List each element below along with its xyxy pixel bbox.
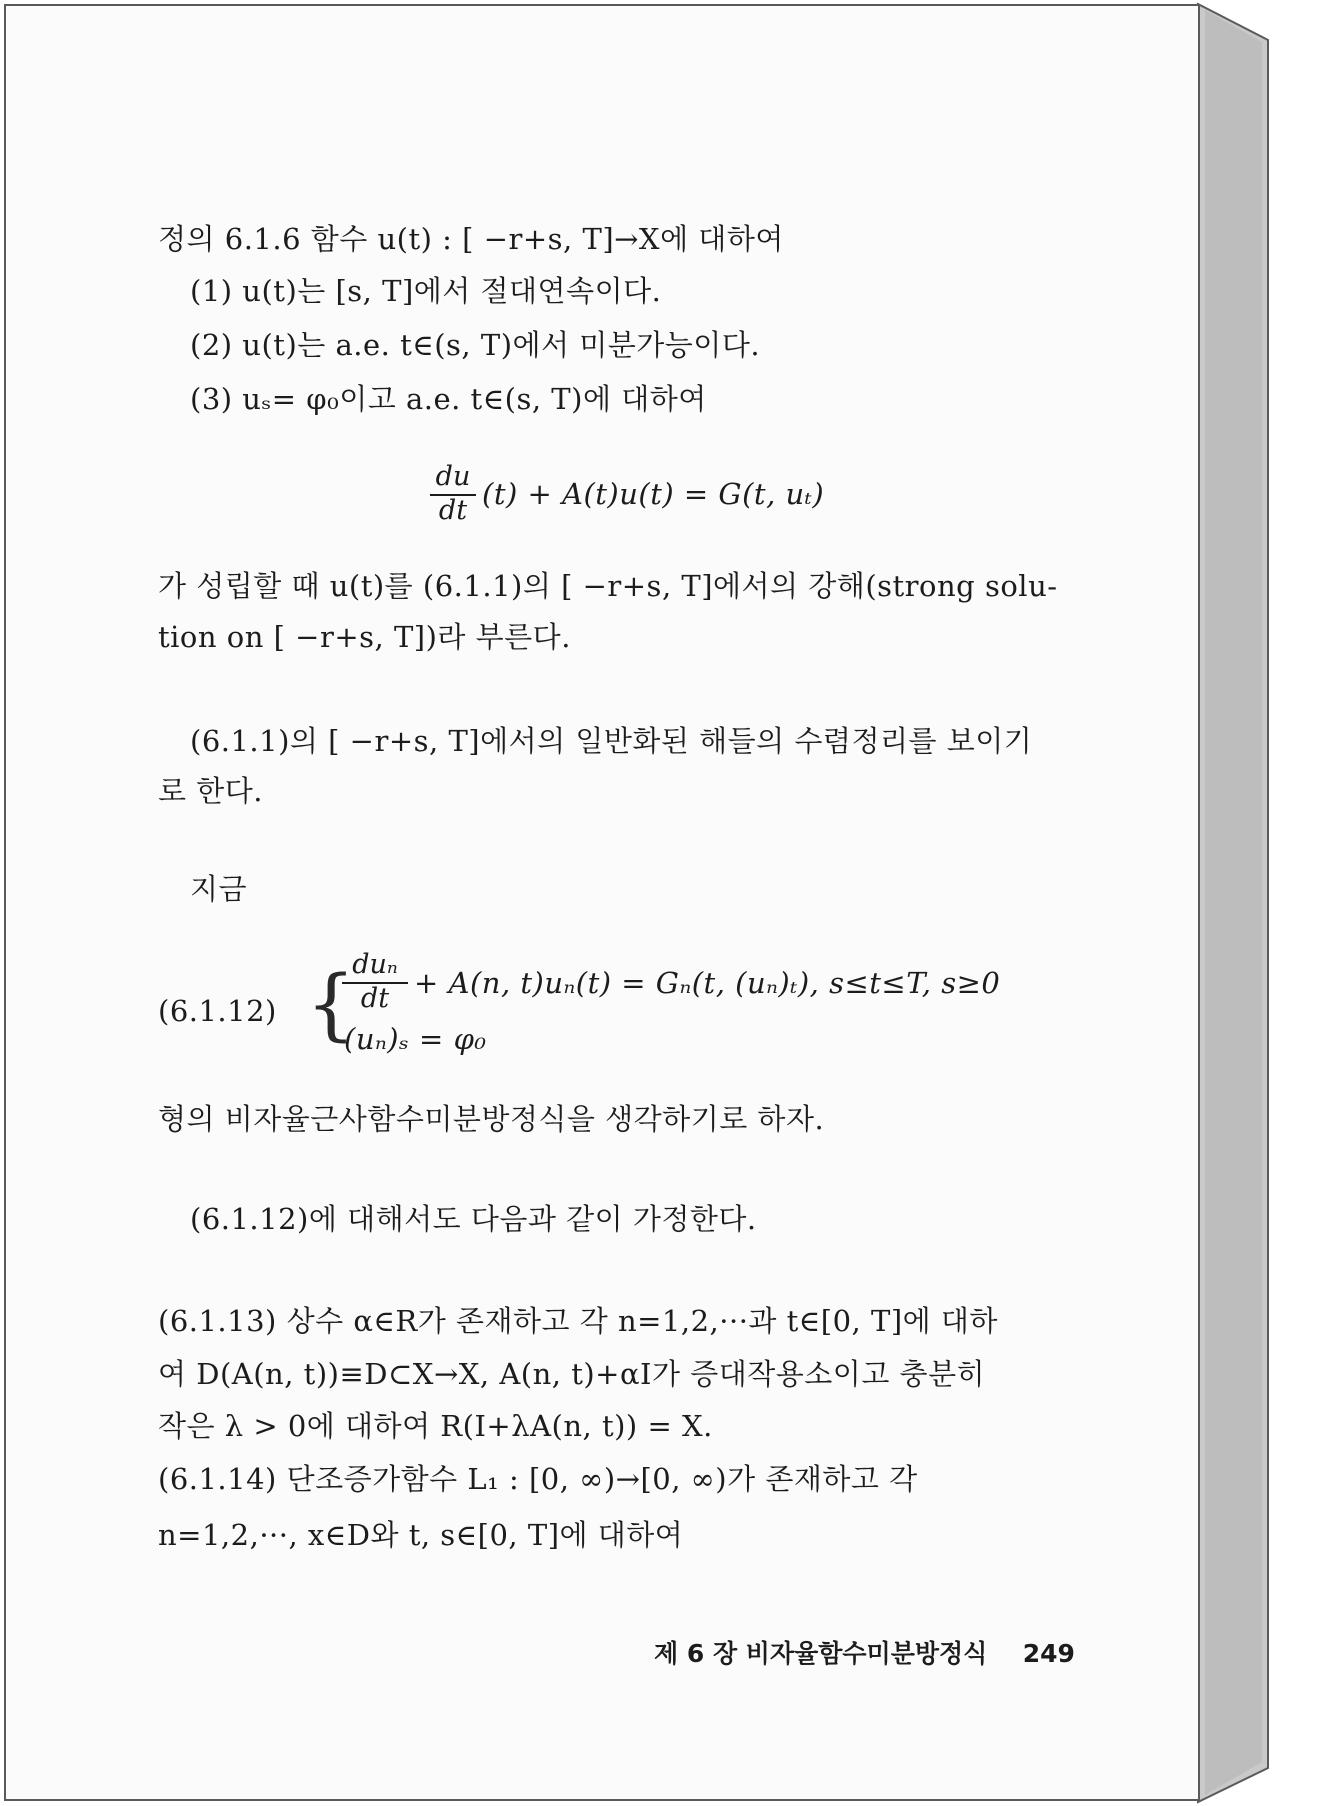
running-footer	[654, 1634, 1075, 1670]
definition-item-2: (2) u(t)는 a.e. t∈(s, T)에서 미분가능이다.	[190, 328, 761, 362]
equation-denominator: dt	[360, 983, 390, 1014]
assumption-6-1-13-line3: 작은 λ > 0에 대하여 R(I+λA(n, t)) = X.	[158, 1409, 713, 1443]
paragraph-1-line1: (6.1.1)의 [ −r+s, T]에서의 일반화된 해들의 수렴정리를 보이기	[190, 724, 1033, 758]
assumption-6-1-14-line2: n=1,2,···, x∈D와 t, s∈[0, T]에 대하여	[158, 1518, 684, 1552]
equation-numerator: duₙ	[352, 949, 398, 980]
paragraph-4: (6.1.12)에 대해서도 다음과 같이 가정한다.	[190, 1202, 757, 1236]
definition-item-1: (1) u(t)는 [s, T]에서 절대연속이다.	[190, 274, 662, 308]
left-brace: {	[306, 960, 356, 1050]
paragraph-2: 지금	[190, 872, 248, 906]
definition-conclusion-line1: 가 성립할 때 u(t)를 (6.1.1)의 [ −r+s, T]에서의 강해(strong solu-	[158, 569, 1058, 603]
paragraph-1-line2: 로 한다.	[158, 774, 263, 808]
definition-item-3: (3) uₛ= φ₀이고 a.e. t∈(s, T)에 대하여	[190, 382, 707, 416]
assumption-6-1-13-line2: 여 D(A(n, t))≡D⊂X→X, A(n, t)+αI가 증대작용소이고 충분히	[158, 1357, 986, 1391]
equation-numerator: du	[435, 461, 471, 492]
chapter-title: 제 6 장 비자율함수미분방정식	[654, 1639, 988, 1668]
definition-header: 정의 6.1.6 함수 u(t) : [ −r+s, T]→X에 대하여	[158, 222, 784, 256]
assumption-6-1-13-line1: (6.1.13) 상수 α∈R가 존재하고 각 n=1,2,···과 t∈[0, T]에 대하	[158, 1304, 998, 1338]
assumption-6-1-14-line1: (6.1.14) 단조증가함수 L₁ : [0, ∞)→[0, ∞)가 존재하고 각	[158, 1462, 918, 1496]
page-number: 249	[1022, 1639, 1075, 1668]
equation-rest: (t) + A(t)u(t) = G(t, uₜ)	[482, 477, 825, 511]
equation-denominator: dt	[438, 495, 468, 526]
definition-conclusion-line2: tion on [ −r+s, T])라 부른다.	[158, 620, 571, 654]
equation-line2: (uₙ)ₛ = φ₀	[344, 1022, 487, 1056]
equation-label: (6.1.12)	[158, 994, 277, 1028]
book-page	[4, 4, 1200, 1801]
paragraph-3: 형의 비자율근사함수미분방정식을 생각하기로 하자.	[158, 1102, 825, 1136]
equation-line1-rest: + A(n, t)uₙ(t) = Gₙ(t, (uₙ)ₜ), s≤t≤T, s≥0	[414, 966, 1001, 1000]
page-stack-shade	[1205, 10, 1262, 1795]
